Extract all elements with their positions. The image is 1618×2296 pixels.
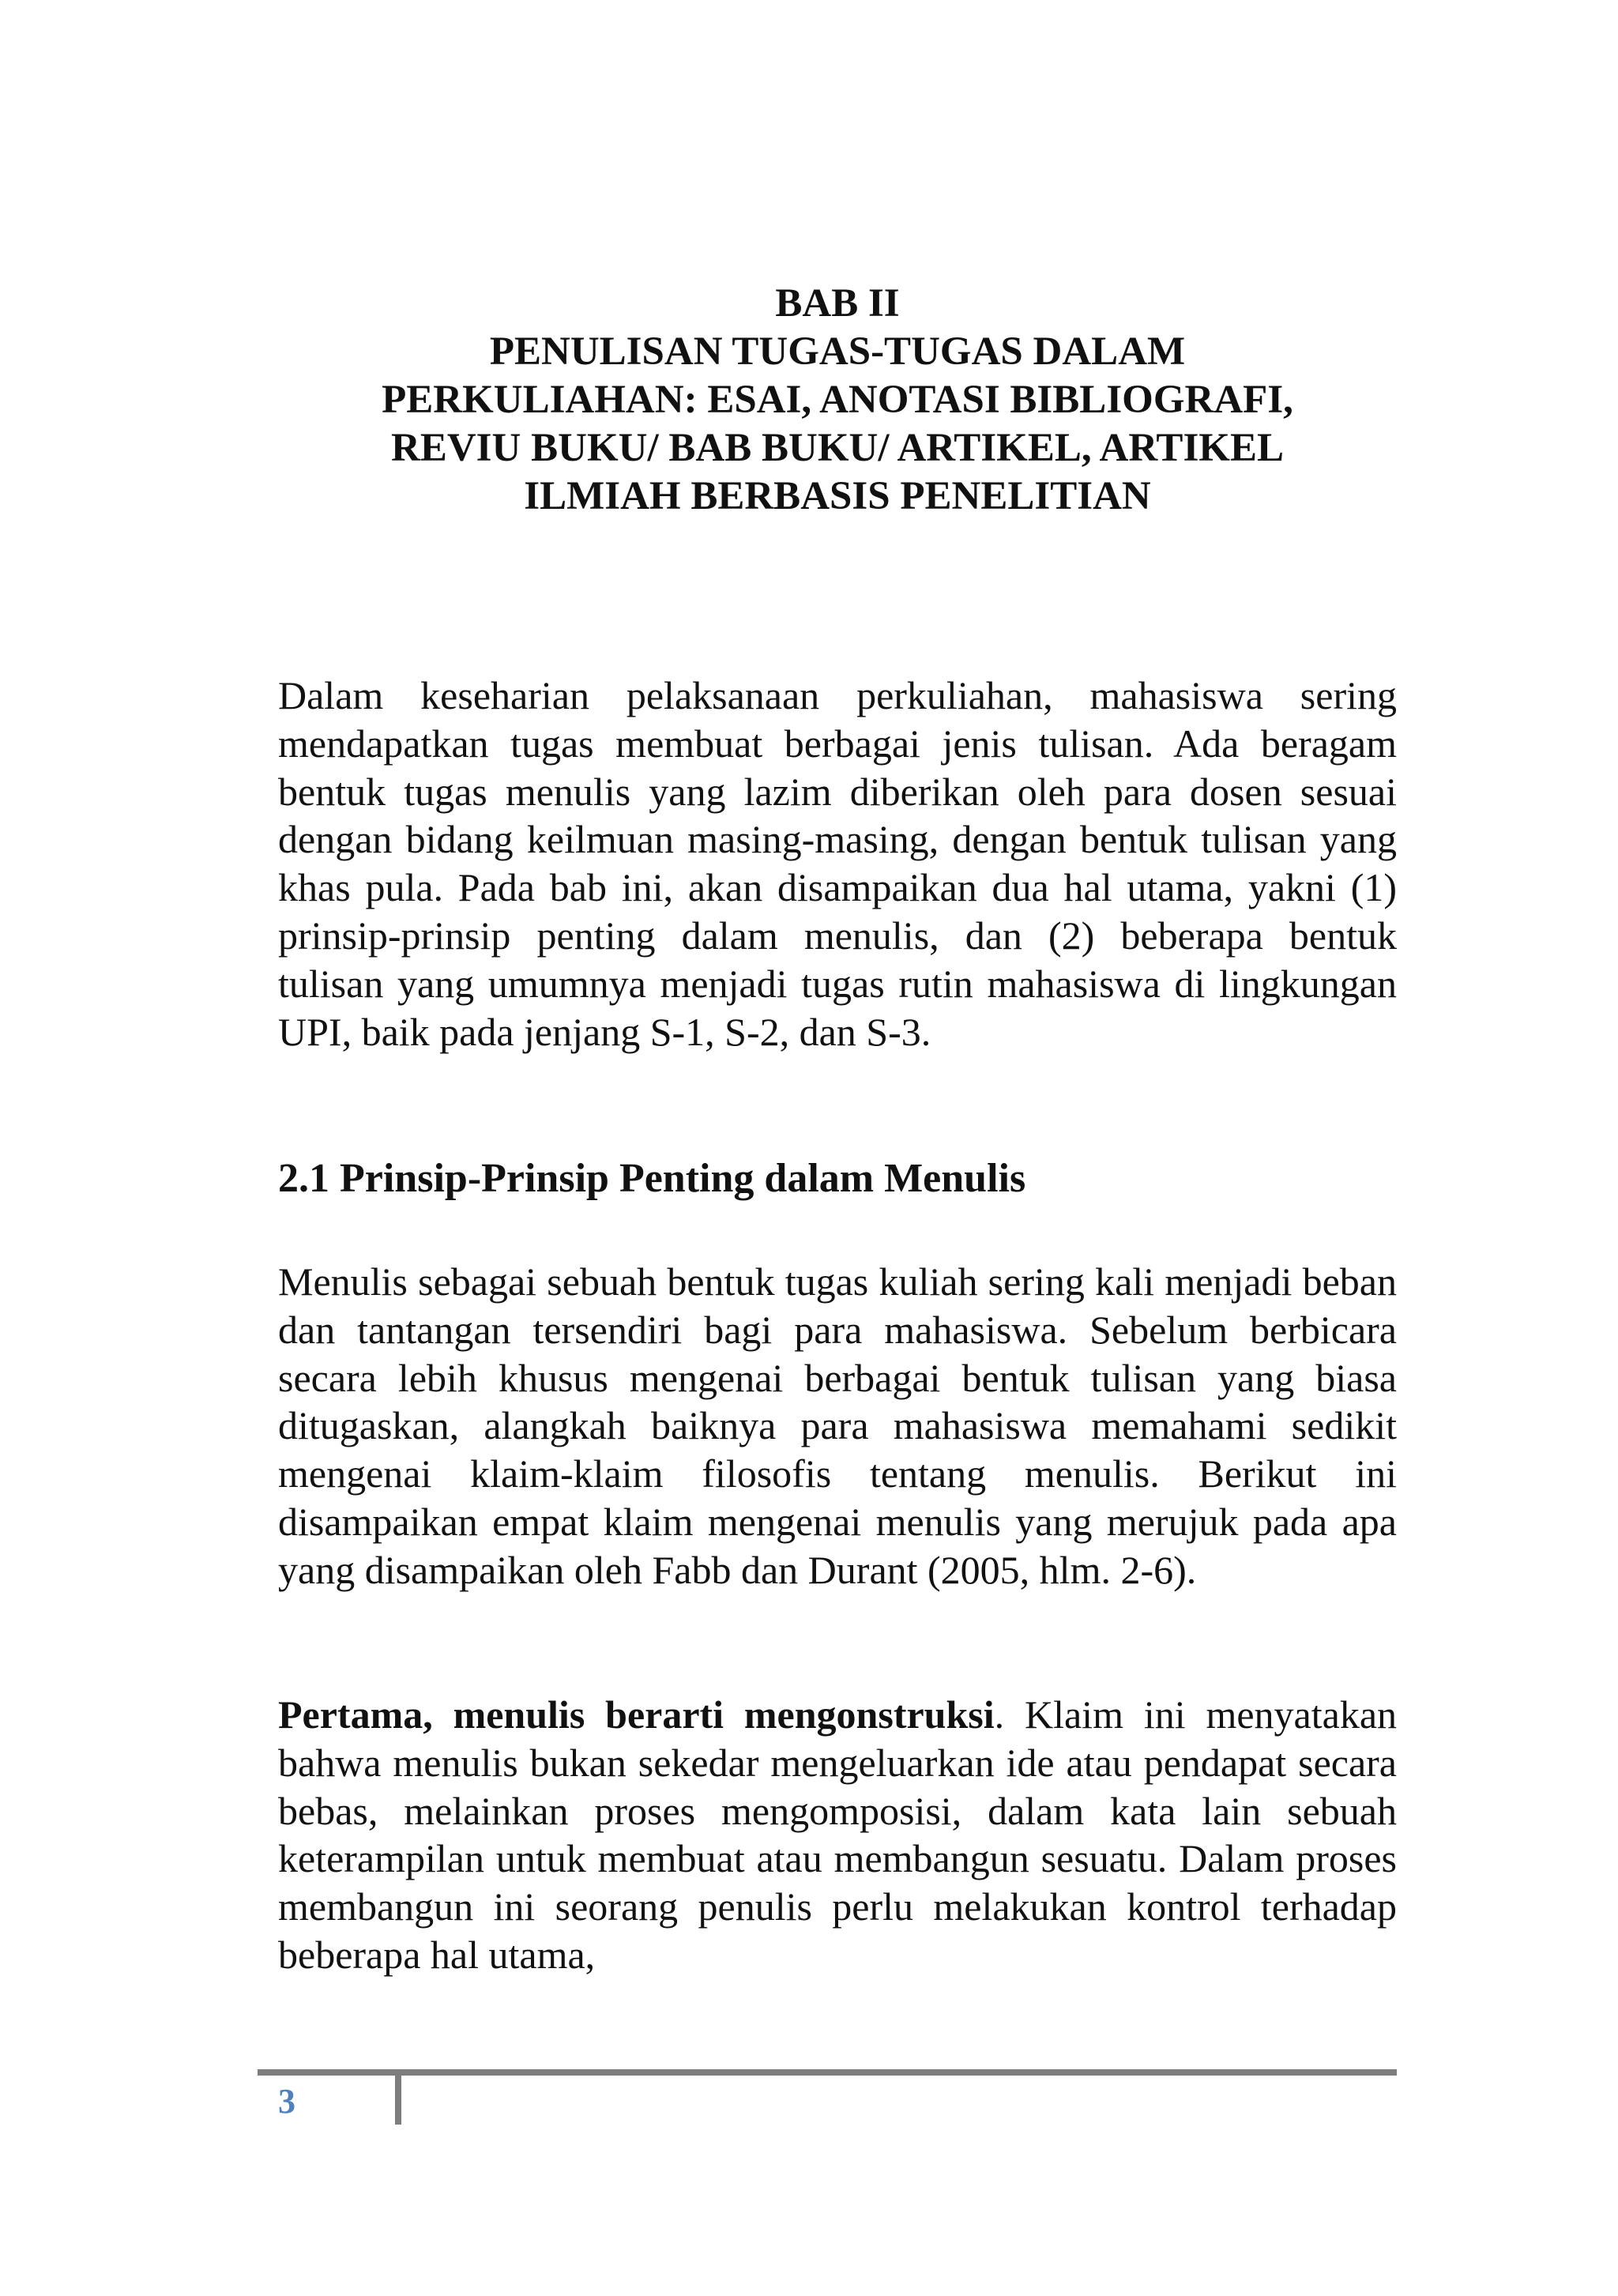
chapter-title-line-3: REVIU BUKU/ BAB BUKU/ ARTIKEL, ARTIKEL (391, 426, 1284, 470)
chapter-label: BAB II (775, 281, 900, 326)
section-title: 2.1 Prinsip-Prinsip Penting dalam Menulis (278, 1156, 1026, 1201)
section-paragraph-1: Menulis sebagai sebuah bentuk tugas kuliah sering kali menjadi beban dan tantangan tersendiri bagi para mahasiswa. Sebelum berbicara secara lebih khusus mengenai berbagai bentuk tulisan yang biasa ditugaskan, alangkah baiknya para mahasiswa memahami sedikit mengenai klaim-klaim filosofis tentang menulis. Berikut ini disampaikan empat klaim mengenai menulis yang merujuk pada apa yang disampaikan oleh Fabb dan Durant (2005, hlm. 2-6). (278, 1259, 1397, 1592)
paragraph-2-text: . Klaim ini menyatakan bahwa menulis bukan sekedar mengeluarkan ide atau pendapat secara bebas, melainkan proses mengomposisi, dalam kata lain sebuah keterampilan untuk membuat atau membangun sesuatu. Dalam proses membangun ini seorang penulis perlu melakukan kontrol terhadap beberapa hal utama, (278, 1692, 1398, 1977)
chapter-title-line-2: PERKULIAHAN: ESAI, ANOTASI BIBLIOGRAFI, (382, 378, 1293, 422)
page-number: 3 (278, 2082, 295, 2121)
chapter-title-line-4: ILMIAH BERBASIS PENELITIAN (524, 474, 1151, 518)
intro-paragraph: Dalam keseharian pelaksanaan perkuliahan, mahasiswa sering mendapatkan tugas membuat berbagai jenis tulisan. Ada beragam bentuk tugas menulis yang lazim diberikan oleh para dosen sesuai dengan bidang keilmuan masing-masing, dengan bentuk tulisan yang khas pula. Pada bab ini, akan disampaikan dua hal utama, yakni (1) prinsip-prinsip penting dalam menulis, dan (2) beberapa bentuk tulisan yang umumnya menjadi tugas rutin mahasiswa di lingkungan UPI, baik pada jenjang S-1, S-2, dan S-3. (278, 673, 1397, 1054)
paragraph-2-bold-lead: Pertama, menulis berarti mengonstruksi (278, 1692, 995, 1737)
chapter-heading (269, 280, 1406, 521)
chapter-title-line-1: PENULISAN TUGAS-TUGAS DALAM (489, 329, 1186, 374)
section-paragraph-2 (278, 1691, 1397, 1979)
footer-divider-tick (395, 2069, 401, 2125)
footer-rule (258, 2069, 1397, 2076)
